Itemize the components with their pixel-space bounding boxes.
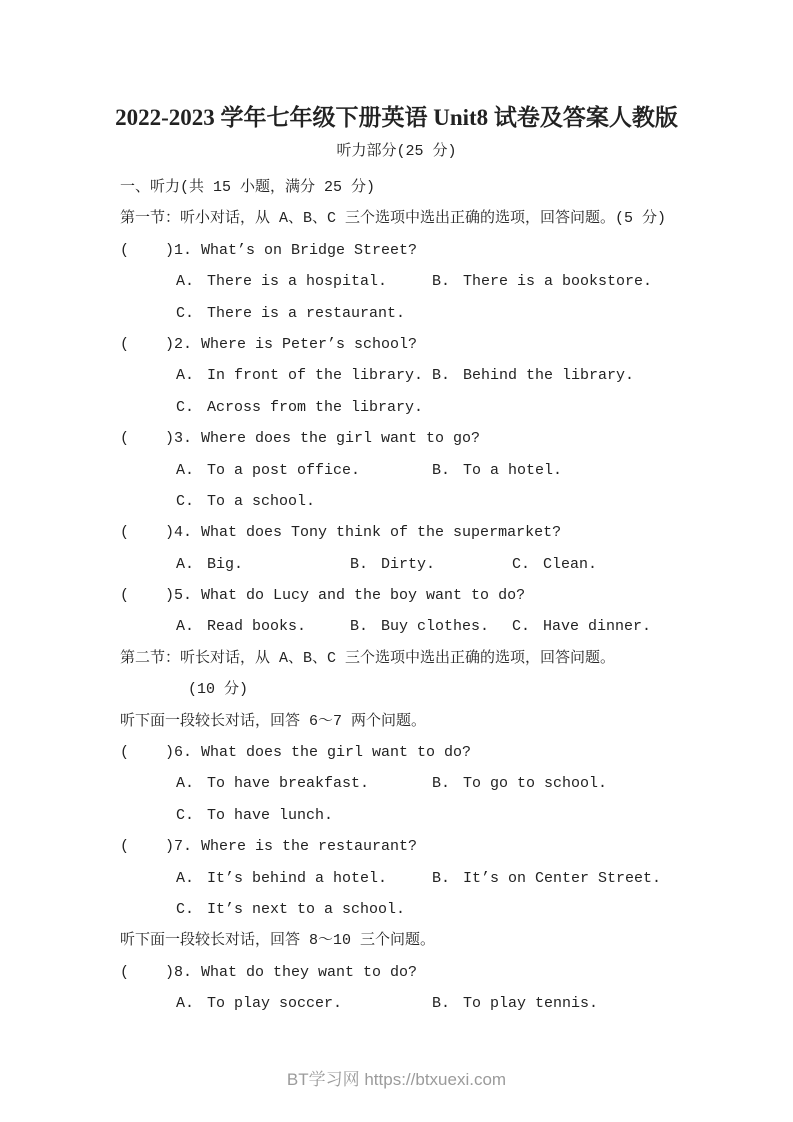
question-2-option-b <box>432 360 634 391</box>
question-3-option-c <box>176 486 315 517</box>
option-text: Read books. <box>207 618 307 636</box>
question-6-option-b <box>432 768 607 799</box>
question-8-option-b <box>432 988 598 1019</box>
option-text: To go to school. <box>463 775 608 793</box>
question-7-text: Where is the restaurant? <box>201 838 418 856</box>
option-label: B. <box>350 618 369 636</box>
option-label: C. <box>176 806 195 824</box>
question-3-options-row2 <box>120 486 720 517</box>
option-text: It’s on Center Street. <box>463 869 662 887</box>
option-text: To play soccer. <box>207 995 343 1013</box>
part1-intro: 第一节：听小对话，从 A、B、C 三个选项中选出正确的选项，回答问题。(5 分) <box>120 210 667 228</box>
option-text: To play tennis. <box>463 995 599 1013</box>
question-7-options-row2 <box>120 894 720 925</box>
option-label: B. <box>432 461 451 479</box>
option-label: A. <box>176 995 195 1013</box>
option-label: A. <box>176 618 195 636</box>
option-text: It’s next to a school. <box>207 900 406 918</box>
question-7-lead: ( )7. <box>120 838 193 856</box>
question-2-options-row2 <box>120 392 720 423</box>
question-6-line <box>120 737 720 768</box>
question-1-lead: ( )1. <box>120 241 193 259</box>
question-8-options-row1 <box>120 988 720 1019</box>
option-text: Dirty. <box>381 555 436 573</box>
question-2-lead: ( )2. <box>120 335 193 353</box>
question-5-option-a <box>176 611 306 642</box>
question-4-lead: ( )4. <box>120 524 193 542</box>
question-5-line <box>120 580 720 611</box>
question-8-text: What do they want to do? <box>201 963 418 981</box>
question-6-options-row2 <box>120 800 720 831</box>
question-3-text: Where does the girl want to go? <box>201 430 481 448</box>
question-5-option-c <box>512 611 651 642</box>
question-7-line <box>120 831 720 862</box>
question-7-option-c <box>176 894 405 925</box>
question-5-lead: ( )5. <box>120 587 193 605</box>
option-text: To a school. <box>207 492 316 510</box>
question-2-line <box>120 329 720 360</box>
exam-body <box>120 172 720 1020</box>
question-8-option-a <box>176 988 342 1019</box>
question-2-option-a <box>176 360 423 391</box>
question-6-options-row1 <box>120 768 720 799</box>
option-label: B. <box>432 995 451 1013</box>
question-2-options-row1 <box>120 360 720 391</box>
question-1-option-b <box>432 266 652 297</box>
question-6-lead: ( )6. <box>120 744 193 762</box>
question-6-option-a <box>176 768 369 799</box>
listening-part-header: 听力部分(25 分) <box>336 143 457 160</box>
question-6-text: What does the girl want to do? <box>201 744 472 762</box>
option-label: C. <box>176 398 195 416</box>
dialog1-note: 听下面一段较长对话，回答 6～7 两个问题。 <box>120 712 427 730</box>
question-3-option-a <box>176 455 360 486</box>
option-text: Buy clothes. <box>381 618 490 636</box>
option-text: Big. <box>207 555 244 573</box>
option-label: B. <box>432 869 451 887</box>
option-label: A. <box>176 869 195 887</box>
option-text: Have dinner. <box>543 618 652 636</box>
option-label: C. <box>176 304 195 322</box>
option-label: C. <box>512 618 531 636</box>
question-4-text: What does Tony think of the supermarket? <box>201 524 562 542</box>
question-1-option-c <box>176 298 405 329</box>
option-text: There is a hospital. <box>207 273 388 291</box>
question-5-option-b <box>350 611 489 642</box>
option-label: A. <box>176 775 195 793</box>
question-8-line <box>120 957 720 988</box>
question-3-option-b <box>432 455 562 486</box>
section-one-header: 一、听力(共 15 小题，满分 25 分) <box>120 179 376 196</box>
option-text: Behind the library. <box>463 367 635 385</box>
question-1-options-row2 <box>120 298 720 329</box>
question-3-line <box>120 423 720 454</box>
question-1-line <box>120 235 720 266</box>
question-4-options-row1 <box>120 549 720 580</box>
question-3-lead: ( )3. <box>120 430 193 448</box>
option-text: There is a bookstore. <box>463 273 653 291</box>
question-4-option-c <box>512 549 597 580</box>
site-watermark: BT学习网 https://btxuexi.com <box>286 1070 507 1089</box>
question-5-options-row1 <box>120 611 720 642</box>
option-text: There is a restaurant. <box>207 304 406 322</box>
option-text: To a post office. <box>207 461 361 479</box>
question-7-option-a <box>176 863 387 894</box>
question-7-option-b <box>432 863 661 894</box>
option-label: B. <box>432 775 451 793</box>
option-text: Across from the library. <box>207 398 424 416</box>
dialog2-note: 听下面一段较长对话，回答 8～10 三个问题。 <box>120 932 436 950</box>
option-text: To a hotel. <box>463 461 563 479</box>
question-5-text: What do Lucy and the boy want to do? <box>201 587 526 605</box>
option-label: C. <box>512 555 531 573</box>
option-text: In front of the library. <box>207 367 424 385</box>
question-4-line <box>120 517 720 548</box>
part2-intro-line2: (10 分) <box>188 681 249 699</box>
question-3-options-row1 <box>120 455 720 486</box>
option-text: To have breakfast. <box>207 775 370 793</box>
question-4-option-b <box>350 549 435 580</box>
option-label: A. <box>176 461 195 479</box>
question-7-options-row1 <box>120 863 720 894</box>
option-label: A. <box>176 367 195 385</box>
option-text: It’s behind a hotel. <box>207 869 388 887</box>
question-2-option-c <box>176 392 423 423</box>
option-label: A. <box>176 555 195 573</box>
part2-intro-line1: 第二节：听长对话，从 A、B、C 三个选项中选出正确的选项，回答问题。 <box>120 649 616 667</box>
question-1-option-a <box>176 266 387 297</box>
page-title: 2022-2023 学年七年级下册英语 Unit8 试卷及答案人教版 <box>115 105 678 130</box>
question-4-option-a <box>176 549 243 580</box>
option-label: B. <box>350 555 369 573</box>
question-6-option-c <box>176 800 333 831</box>
option-label: B. <box>432 273 451 291</box>
option-label: B. <box>432 367 451 385</box>
option-text: To have lunch. <box>207 806 334 824</box>
option-label: C. <box>176 492 195 510</box>
option-label: C. <box>176 900 195 918</box>
question-1-text: What’s on Bridge Street? <box>201 241 418 259</box>
option-text: Clean. <box>543 555 598 573</box>
option-label: A. <box>176 273 195 291</box>
question-2-text: Where is Peter’s school? <box>201 335 418 353</box>
question-1-options-row1 <box>120 266 720 297</box>
question-8-lead: ( )8. <box>120 963 193 981</box>
